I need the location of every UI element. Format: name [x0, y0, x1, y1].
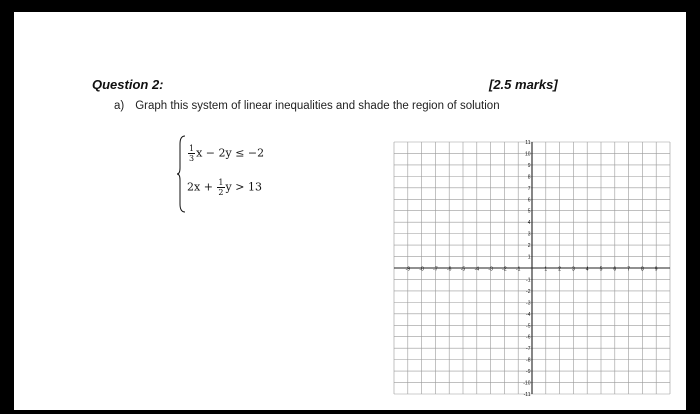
- x-tick-label: 1: [544, 266, 548, 273]
- x-tick-label: 6: [613, 266, 617, 273]
- x-tick-label: 7: [627, 266, 630, 273]
- coordinate-grid: [392, 140, 672, 396]
- worksheet-page: [14, 12, 686, 410]
- question-title: Question 2:: [92, 77, 164, 92]
- y-tick-label: 11: [525, 140, 531, 146]
- y-tick-label: -4: [526, 311, 531, 318]
- question-part-a: [114, 100, 500, 112]
- y-tick-label: -2: [526, 288, 531, 295]
- x-tick-label: -6: [446, 266, 452, 273]
- y-tick-label: -3: [526, 300, 531, 307]
- inequality-1: $\frac{1}{3}$ x − 2y ≤ −2: [189, 144, 265, 163]
- x-tick-label: -9: [405, 266, 411, 273]
- inequality-system: [177, 134, 287, 214]
- inequality-2: 2x + $\frac{1}{2}$ y > 13: [187, 178, 262, 197]
- y-tick-label: 3: [527, 231, 531, 238]
- y-tick-label: 6: [527, 197, 531, 204]
- x-tick-label: -4: [474, 266, 480, 273]
- question-marks: [2.5 marks]: [489, 77, 558, 92]
- y-tick-label: 10: [524, 151, 531, 158]
- fraction-one-half: $\frac{1}{2}$: [218, 178, 224, 197]
- y-tick-label: -6: [526, 334, 531, 341]
- x-tick-label: 2: [558, 266, 561, 273]
- x-tick-label: 8: [641, 266, 644, 273]
- y-tick-label: -10: [523, 380, 531, 387]
- y-tick-label: -5: [526, 323, 531, 330]
- y-tick-label: 2: [527, 243, 531, 250]
- fraction-one-third: $\frac{1}{3}$: [189, 144, 195, 163]
- y-tick-label: 8: [527, 174, 531, 181]
- y-tick-label: 7: [527, 185, 531, 192]
- x-tick-label: -5: [460, 266, 466, 273]
- y-tick-label: 5: [527, 208, 531, 215]
- y-tick-label: -9: [526, 369, 531, 376]
- part-label: a): [114, 100, 125, 112]
- y-tick-label: 1: [527, 254, 531, 261]
- x-tick-label: -7: [433, 266, 438, 273]
- x-tick-label: -2: [502, 266, 507, 273]
- part-text: Graph this system of linear inequalities and shade the region of solution: [135, 100, 500, 112]
- x-tick-label: 3: [572, 266, 575, 273]
- y-tick-label: -8: [526, 357, 531, 364]
- x-tick-label: -8: [419, 266, 424, 273]
- y-tick-label: -11: [523, 392, 531, 396]
- left-brace: [177, 134, 187, 214]
- x-tick-label: 5: [599, 266, 603, 273]
- x-tick-label: 9: [654, 266, 658, 273]
- y-tick-label: -7: [526, 346, 531, 353]
- x-tick-label: -1: [515, 266, 521, 273]
- y-tick-label: 9: [527, 162, 531, 169]
- y-tick-label: -1: [526, 277, 531, 284]
- x-tick-label: -3: [488, 266, 493, 273]
- y-tick-label: 4: [527, 220, 531, 227]
- x-tick-label: 4: [585, 266, 589, 273]
